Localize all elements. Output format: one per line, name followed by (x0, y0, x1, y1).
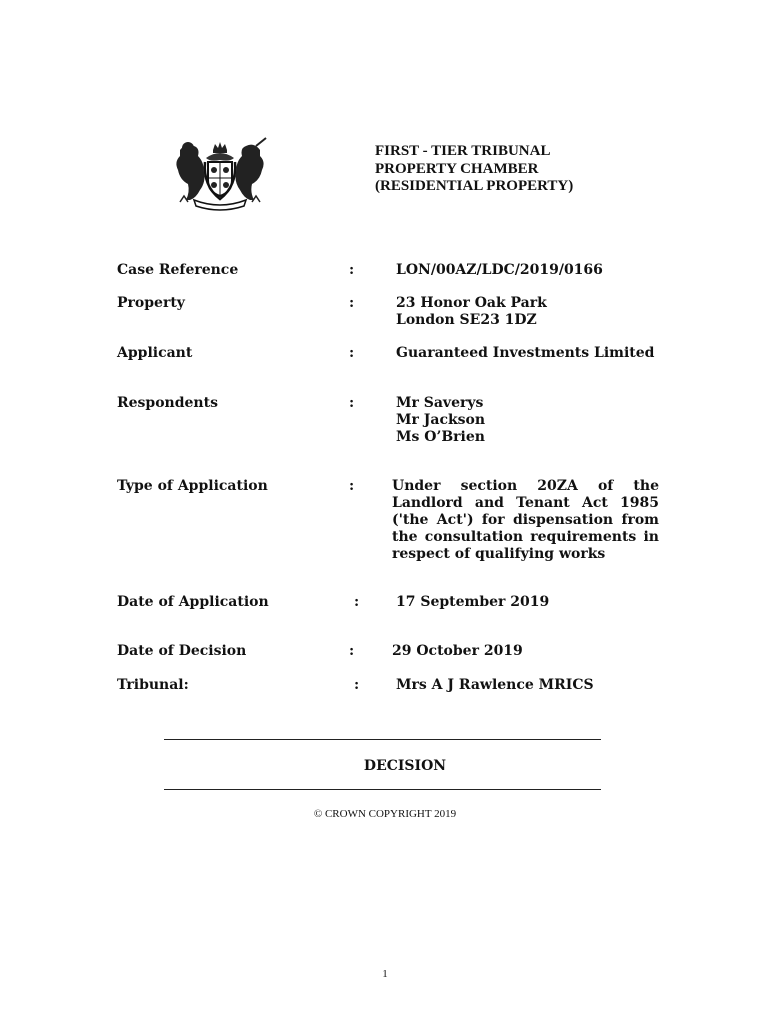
decision-heading: DECISION (363, 758, 447, 774)
type-of-application-colon: : (349, 478, 355, 494)
copyright-notice: © CROWN COPYRIGHT 2019 (313, 808, 457, 820)
type-of-application-label: Type of Application (117, 478, 268, 494)
respondents-label: Respondents (117, 395, 218, 411)
date-of-application-colon: : (354, 594, 360, 610)
property-line-2: London SE23 1DZ (396, 312, 537, 328)
application-text-line-5: respect of qualifying works (392, 546, 606, 562)
royal-coat-of-arms-icon (170, 136, 270, 212)
header-line-3: (RESIDENTIAL PROPERTY) (375, 178, 574, 194)
application-text-line-1: Under section 20ZA of the (392, 478, 659, 494)
property-line-1: 23 Honor Oak Park (396, 295, 547, 311)
date-of-application-value: 17 September 2019 (396, 594, 550, 610)
divider-top (164, 739, 601, 740)
property-colon: : (349, 295, 355, 311)
date-of-decision-label: Date of Decision (117, 643, 247, 659)
date-of-decision-colon: : (349, 643, 355, 659)
respondent-3: Ms O’Brien (396, 429, 485, 445)
property-label: Property (117, 295, 185, 311)
case-reference-value: LON/00AZ/LDC/2019/0166 (396, 262, 603, 278)
respondents-value (396, 395, 485, 446)
type-of-application-value (392, 478, 659, 563)
application-text-line-2: Landlord and Tenant Act 1985 (392, 495, 659, 511)
header-line-2: PROPERTY CHAMBER (375, 160, 539, 177)
date-of-decision-value: 29 October 2019 (392, 643, 523, 659)
tribunal-colon: : (354, 677, 360, 693)
applicant-colon: : (349, 345, 355, 361)
tribunal-header (375, 143, 573, 196)
property-value (396, 295, 547, 329)
case-reference-colon: : (349, 262, 355, 278)
respondents-colon: : (349, 395, 355, 411)
case-reference-label: Case Reference (117, 262, 239, 278)
application-text-line-3: ('the Act') for dispensation from (392, 512, 659, 528)
applicant-label: Applicant (117, 345, 193, 361)
application-text-line-4: the consultation requirements in (392, 529, 659, 545)
header-line-1: FIRST - TIER TRIBUNAL (375, 143, 551, 159)
page-number: 1 (382, 968, 388, 980)
tribunal-label: Tribunal: (117, 677, 189, 693)
date-of-application-label: Date of Application (117, 594, 269, 610)
divider-bottom (164, 789, 601, 790)
tribunal-value: Mrs A J Rawlence MRICS (396, 677, 594, 693)
applicant-value: Guaranteed Investments Limited (396, 345, 655, 361)
respondent-2: Mr Jackson (396, 412, 486, 428)
respondent-1: Mr Saverys (396, 395, 484, 411)
